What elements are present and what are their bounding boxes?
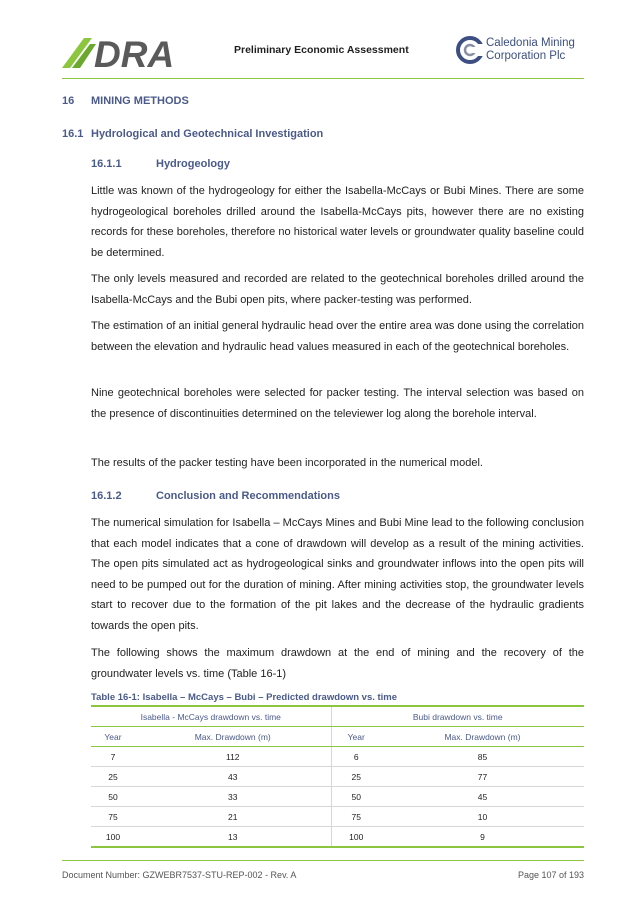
table-cell: 75 — [331, 807, 381, 827]
caledonia-c-icon — [456, 35, 484, 65]
table-row — [91, 747, 584, 767]
hydrogeology-paragraph-4: Nine geotechnical boreholes were selected for packer testing. The interval selection was based on the presence of discontinuities determined on the televiewer log along the borehole interval. — [91, 387, 584, 420]
col-header-year-isabella: Year — [91, 727, 135, 747]
table-cell: 10 — [381, 807, 584, 827]
conclusion-title: Conclusion and Recommendations — [156, 490, 340, 502]
dra-logo-text: DRA — [94, 34, 175, 70]
caledonia-wordmark — [486, 37, 575, 63]
footer-divider — [62, 860, 584, 861]
col-header-drawdown-bubi: Max. Drawdown (m) — [381, 727, 584, 747]
section-title: MINING METHODS — [91, 95, 189, 107]
document-number: Document Number: GZWEBR7537-STU-REP-002 - Rev. A — [62, 870, 297, 880]
conclusion-paragraph-1: The numerical simulation for Isabella – McCays Mines and Bubi Mine lead to the following conclusion that each model indicates that a cone of drawdown will develop as a result of the mining activities. The open pits simulated act as hydrogeological sinks and groundwater inflows into the open pits will need to be pumped out for the duration of mining. After mining activities stop, the groundwater levels start to recover due to the formation of the pit lakes and the decrease of the hydraulic gradients towards the open pits. — [91, 517, 584, 632]
subsection-title: Hydrological and Geotechnical Investigation — [91, 128, 324, 140]
dra-logo — [62, 34, 196, 70]
table-cell: 7 — [91, 747, 135, 767]
hydrogeology-paragraph-3: The estimation of an initial general hydraulic head over the entire area was done using the correlation between the elevation and hydraulic head values measured in each of the geotechnical boreholes. — [91, 320, 584, 353]
table-cell: 6 — [331, 747, 381, 767]
table-cell: 100 — [91, 827, 135, 848]
drawdown-table — [91, 705, 584, 848]
table-cell: 25 — [331, 767, 381, 787]
table-cell: 45 — [381, 787, 584, 807]
hydrogeology-paragraph-2: The only levels measured and recorded are related to the geotechnical boreholes drilled around the Isabella-McCays and the Bubi open pits, where packer-testing was performed. — [91, 273, 584, 306]
header — [62, 30, 584, 74]
table-column-header-row — [91, 727, 584, 747]
table-row — [91, 787, 584, 807]
caledonia-line1: Caledonia Mining — [486, 37, 575, 49]
group-header-isabella: Isabella - McCays drawdown vs. time — [91, 706, 331, 727]
col-header-year-bubi: Year — [331, 727, 381, 747]
table-cell: 75 — [91, 807, 135, 827]
table-cell: 43 — [135, 767, 331, 787]
document-title: Preliminary Economic Assessment — [234, 44, 409, 56]
hydrogeology-heading — [91, 158, 230, 170]
table-cell: 9 — [381, 827, 584, 848]
group-header-bubi: Bubi drawdown vs. time — [331, 706, 584, 727]
table-cell: 100 — [331, 827, 381, 848]
conclusion-heading — [91, 490, 340, 502]
conclusion-number: 16.1.2 — [91, 490, 122, 502]
table-row — [91, 827, 584, 848]
table-cell: 112 — [135, 747, 331, 767]
table-cell: 13 — [135, 827, 331, 848]
section-number: 16 — [62, 95, 75, 107]
header-divider — [62, 78, 584, 79]
table-cell: 85 — [381, 747, 584, 767]
table-cell: 50 — [331, 787, 381, 807]
conclusion-paragraph-2: The following shows the maximum drawdown at the end of mining and the recovery of the groundwater levels vs. time (Table 16-1) — [91, 647, 584, 680]
caledonia-line2: Corporation Plc — [486, 50, 566, 62]
hydrogeology-paragraph-5: The results of the packer testing have been incorporated in the numerical model. — [91, 457, 483, 469]
table-cell: 50 — [91, 787, 135, 807]
table-group-header-row — [91, 706, 584, 727]
table-cell: 25 — [91, 767, 135, 787]
hydrogeology-title: Hydrogeology — [156, 158, 230, 170]
subsection-number: 16.1 — [62, 128, 84, 140]
table-row — [91, 807, 584, 827]
table-caption: Table 16-1: Isabella – McCays – Bubi – Predicted drawdown vs. time — [91, 692, 398, 703]
subsection-heading — [62, 128, 324, 140]
table-cell: 21 — [135, 807, 331, 827]
page-number: Page 107 of 193 — [517, 870, 584, 880]
table-row — [91, 767, 584, 787]
col-header-drawdown-isabella: Max. Drawdown (m) — [135, 727, 331, 747]
hydrogeology-number: 16.1.1 — [91, 158, 122, 170]
hydrogeology-paragraph-1: Little was known of the hydrogeology for either the Isabella-McCays or Bubi Mines. There are some hydrogeological boreholes drilled around the Isabella-McCays pits, however there are no existing records for these boreholes, therefore no historical water levels or groundwater quality baseline could be determined. — [91, 185, 584, 259]
section-heading — [62, 95, 189, 107]
caledonia-logo — [456, 35, 586, 67]
table-cell: 77 — [381, 767, 584, 787]
table-cell: 33 — [135, 787, 331, 807]
